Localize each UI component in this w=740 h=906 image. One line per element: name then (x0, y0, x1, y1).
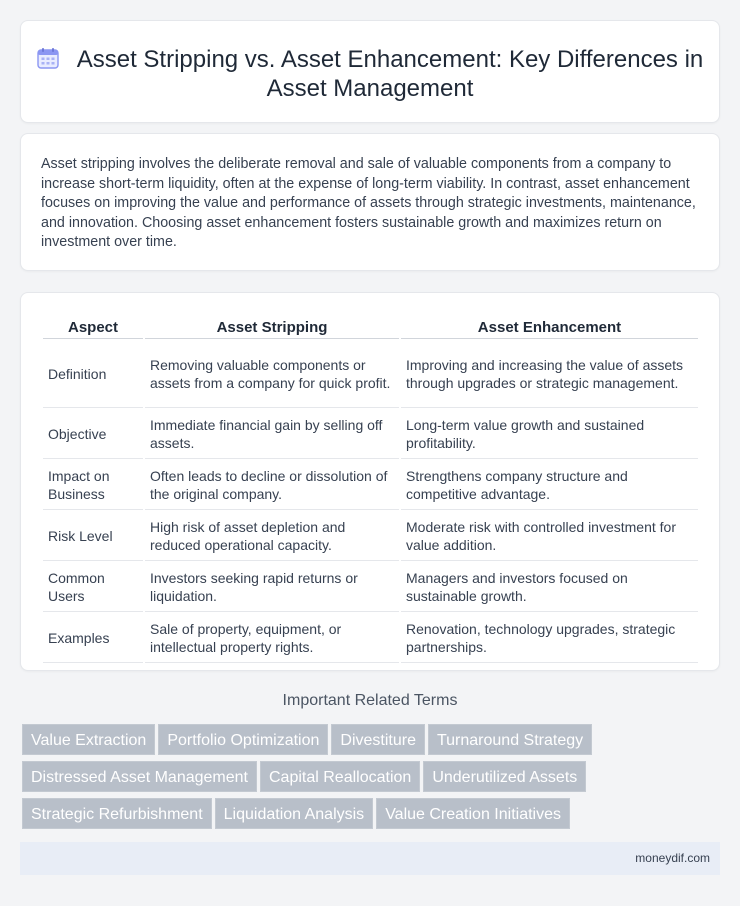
intro-card (20, 133, 720, 271)
table-cell-stripping: Often leads to decline or dissolution of the original company. (145, 461, 399, 510)
tag-divestiture[interactable]: Divestiture (331, 724, 425, 755)
comparison-table (41, 315, 700, 665)
column-header-aspect: Aspect (43, 317, 143, 339)
related-terms-list (22, 724, 622, 835)
table-cell-stripping: Immediate financial gain by selling off assets. (145, 410, 399, 459)
table-cell-enhancement: Renovation, technology upgrades, strategic partnerships. (401, 614, 698, 663)
tag-strategic-refurbishment[interactable]: Strategic Refurbishment (22, 798, 212, 829)
table-cell-stripping: Removing valuable components or assets from a company for quick profit. (145, 341, 399, 408)
table-row (43, 461, 698, 510)
footer-site-link[interactable]: moneydif.com (635, 851, 710, 865)
tag-distressed-asset-management[interactable]: Distressed Asset Management (22, 761, 257, 792)
tag-value-extraction[interactable]: Value Extraction (22, 724, 155, 755)
table-cell-enhancement: Moderate risk with controlled investment for value addition. (401, 512, 698, 561)
table-cell-aspect: Definition (43, 341, 143, 408)
table-row (43, 563, 698, 612)
table-cell-aspect: Risk Level (43, 512, 143, 561)
tag-liquidation-analysis[interactable]: Liquidation Analysis (215, 798, 374, 829)
related-terms-heading: Important Related Terms (282, 692, 458, 709)
table-cell-enhancement: Strengthens company structure and competitive advantage. (401, 461, 698, 510)
table-cell-aspect: Common Users (43, 563, 143, 612)
table-row (43, 614, 698, 663)
table-cell-stripping: Investors seeking rapid returns or liquidation. (145, 563, 399, 612)
column-header-asset-stripping: Asset Stripping (145, 317, 399, 339)
tag-portfolio-optimization[interactable]: Portfolio Optimization (158, 724, 328, 755)
table-row (43, 410, 698, 459)
table-cell-aspect: Impact on Business (43, 461, 143, 510)
table-cell-enhancement: Improving and increasing the value of assets through upgrades or strategic management. (401, 341, 698, 408)
table-row (43, 341, 698, 408)
tag-capital-reallocation[interactable]: Capital Reallocation (260, 761, 420, 792)
calendar-icon (37, 47, 59, 69)
table-row (43, 512, 698, 561)
tag-row (22, 798, 622, 835)
table-cell-aspect: Examples (43, 614, 143, 663)
intro-paragraph: Asset stripping involves the deliberate removal and sale of valuable components from a company to increase short-term liquidity, often at the expense of long-term viability. In contrast, asset enhancement focuses on improving the value and performance of assets through strategic investments, maintenance, and innovation. Choosing asset enhancement fosters sustainable growth and maximizes return on investment over time. (41, 156, 696, 250)
table-cell-enhancement: Managers and investors focused on sustainable growth. (401, 563, 698, 612)
tag-value-creation-initiatives[interactable]: Value Creation Initiatives (376, 798, 570, 829)
tag-underutilized-assets[interactable]: Underutilized Assets (423, 761, 586, 792)
page-title-text: Asset Stripping vs. Asset Enhancement: Key Differences in Asset Management (76, 46, 704, 102)
tag-turnaround-strategy[interactable]: Turnaround Strategy (428, 724, 592, 755)
title-card (20, 20, 720, 123)
page-title (21, 45, 719, 103)
table-cell-stripping: High risk of asset depletion and reduced operational capacity. (145, 512, 399, 561)
column-header-asset-enhancement: Asset Enhancement (401, 317, 698, 339)
tag-row (22, 761, 622, 798)
table-cell-enhancement: Long-term value growth and sustained profitability. (401, 410, 698, 459)
comparison-card (20, 292, 720, 671)
table-cell-stripping: Sale of property, equipment, or intellectual property rights. (145, 614, 399, 663)
tag-row (22, 724, 622, 761)
table-header-row (43, 317, 698, 339)
table-cell-aspect: Objective (43, 410, 143, 459)
footer (20, 842, 720, 875)
